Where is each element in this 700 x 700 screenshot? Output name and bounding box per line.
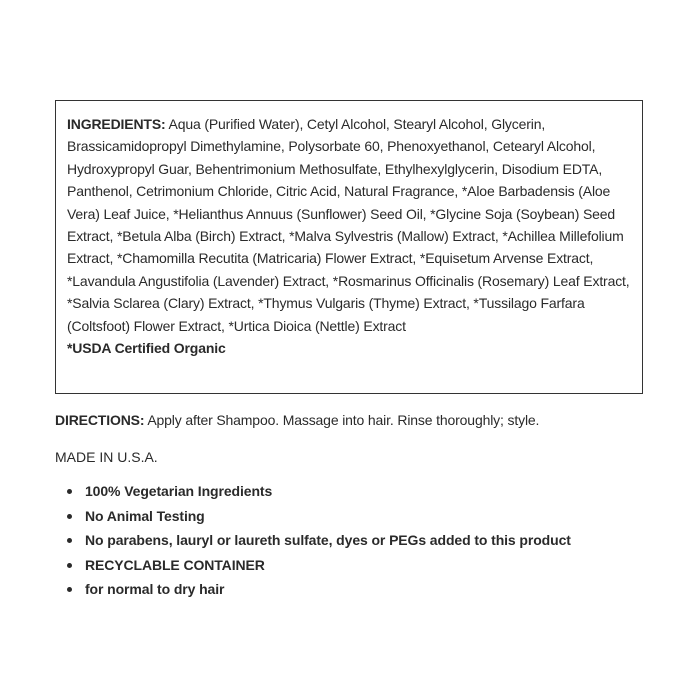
feature-text: No Animal Testing (85, 507, 205, 524)
features-list (55, 481, 571, 604)
list-item (55, 481, 571, 506)
feature-text: RECYCLABLE CONTAINER (85, 556, 265, 573)
directions-text (55, 410, 655, 430)
bullet-icon (67, 489, 72, 494)
bullet-icon (67, 563, 72, 568)
ingredients-text (67, 113, 630, 337)
directions-body: Apply after Shampoo. Massage into hair. Rinse thoroughly; style. (144, 412, 540, 428)
list-item (55, 530, 571, 555)
ingredients-heading: INGREDIENTS: (67, 116, 166, 132)
ingredients-box (55, 100, 643, 394)
list-item (55, 579, 571, 604)
list-item (55, 506, 571, 531)
feature-text: 100% Vegetarian Ingredients (85, 483, 273, 499)
list-item (55, 555, 571, 580)
bullet-icon (67, 538, 72, 543)
feature-text: for normal to dry hair (85, 581, 225, 598)
bullet-icon (67, 587, 72, 592)
bullet-icon (67, 514, 72, 519)
ingredients-list: Aqua (Purified Water), Cetyl Alcohol, Stearyl Alcohol, Glycerin, Brassicamidopropyl Dimethylamine, Polysorbate 60, Phenoxyethanol, Cetearyl Alcohol, Hydroxypropyl Guar, Behentrimonium Methosulfate, Ethylhexylglycerin, Disodium EDTA, Panthenol, Cetrimonium Chloride, Citric Acid, Natural Fragrance, *Aloe Barbadensis (Aloe Vera) Leaf Juice, *Helianthus Annuus (Sunflower) Seed Oil, *Glycine Soja (Soybean) Seed Extract, *Betula Alba (Birch) Extract, *Malva Sylvestris (Mallow) Extract, *Achillea Millefolium Extract, *Chamomilla Recutita (Matricaria) Flower Extract, *Equisetum Arvense Extract, *Lavandula Angustifolia (Lavender) Extract, *Rosmarinus Officinalis (Rosemary) Leaf Extract, *Salvia Sclarea (Clary) Extract, *Thymus Vulgaris (Thyme) Extract, *Tussilago Farfara (Coltsfoot) Flower Extract, *Urtica Dioica (Nettle) Extract (67, 116, 630, 334)
feature-text: No parabens, lauryl or laureth sulfate, dyes or PEGs added to this product (85, 532, 571, 549)
directions-heading: DIRECTIONS: (55, 412, 145, 428)
made-in-label: MADE IN U.S.A. (55, 449, 158, 465)
organic-certification-note: *USDA Certified Organic (67, 340, 226, 357)
